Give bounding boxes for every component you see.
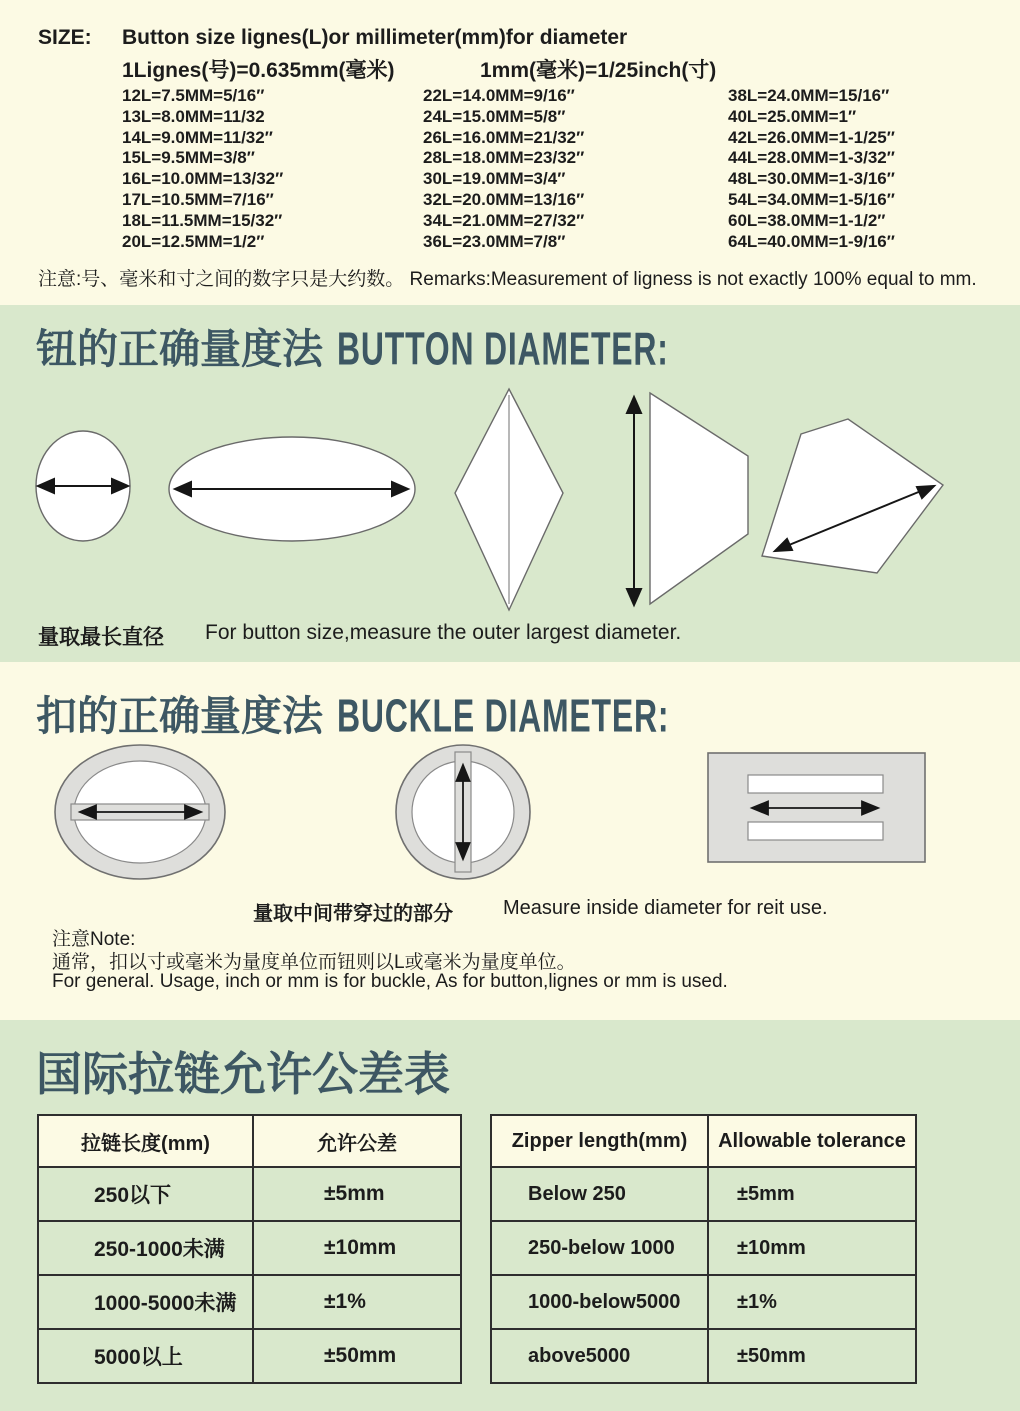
trapezoid-height-arrow: [627, 397, 641, 605]
note-cn: 通常，扣以寸或毫米为量度单位而钮则以L或毫米为量度单位。: [52, 952, 576, 973]
size-line: 44L=28.0MM=1-3/32″: [728, 148, 895, 168]
size-line: 15L=9.5MM=3/8″: [122, 148, 255, 168]
button-shapes-diagram: [0, 383, 1020, 618]
size-line: 54L=34.0MM=1-5/16″: [728, 189, 895, 209]
tolerance-cell: ±1%: [253, 1275, 461, 1329]
table-row: [491, 1221, 916, 1275]
buckle-shapes-diagram: [0, 740, 1020, 890]
size-label: SIZE:: [38, 26, 92, 49]
table-row: [38, 1329, 461, 1383]
buckle-heading-en: BUCKLE DIAMETER:: [337, 690, 670, 742]
buckle-heading-cn: 扣的正确量度法: [36, 693, 323, 739]
size-line: 60L=38.0MM=1-1/2″: [728, 210, 886, 230]
zipper-length-cell: Below 250: [491, 1167, 708, 1221]
tolerance-cell: ±1%: [708, 1275, 916, 1329]
tolerance-table-cn: [37, 1114, 462, 1384]
size-line: 40L=25.0MM=1″: [728, 106, 857, 126]
size-line: 48L=30.0MM=1-3/16″: [728, 169, 895, 189]
zipper-length-cell: 1000-below5000: [491, 1275, 708, 1329]
tolerance-cell: ±50mm: [253, 1329, 461, 1383]
zipper-length-cell: 1000-5000未满: [38, 1275, 253, 1329]
lignes-formula: 1Lignes(号)=0.635mm(毫米): [122, 59, 395, 82]
table-header-row: [491, 1115, 916, 1167]
mm-inch-formula: 1mm(毫米)=1/25inch(寸): [480, 59, 717, 82]
buckle-diameter-heading: [36, 683, 763, 742]
button-caption-cn: 量取最长直径: [38, 626, 164, 649]
size-line: 18L=11.5MM=15/32″: [122, 210, 283, 230]
trapezoid-button-shape: [650, 393, 748, 604]
table-row: [38, 1221, 461, 1275]
tolerance-cell: ±10mm: [253, 1221, 461, 1275]
note-title: 注意Note:: [52, 929, 136, 950]
table-row: [491, 1275, 916, 1329]
tolerance-heading: 国际拉链允许公差表: [36, 1048, 450, 1100]
size-line: 28L=18.0MM=23/32″: [423, 148, 585, 168]
table-row: [38, 1275, 461, 1329]
tolerance-cell: ±50mm: [708, 1329, 916, 1383]
size-conversion-column-1: [122, 86, 283, 252]
size-line: 32L=20.0MM=13/16″: [423, 189, 585, 209]
zipper-length-cell: 250-below 1000: [491, 1221, 708, 1275]
size-line: 30L=19.0MM=3/4″: [423, 169, 566, 189]
button-heading-cn: 钮的正确量度法: [36, 326, 323, 372]
header-cell: Allowable tolerance: [708, 1115, 916, 1167]
size-line: 13L=8.0MM=11/32: [122, 106, 265, 126]
note-en: For general. Usage, inch or mm is for buckle, As for button,lignes or mm is used.: [52, 971, 728, 992]
size-title: Button size lignes(L)or millimeter(mm)for diameter: [122, 26, 628, 49]
table-row: [38, 1167, 461, 1221]
size-line: 26L=16.0MM=21/32″: [423, 127, 585, 147]
table-header-row: [38, 1115, 461, 1167]
size-line: 20L=12.5MM=1/2″: [122, 231, 265, 251]
size-line: 24L=15.0MM=5/8″: [423, 106, 566, 126]
tolerance-cell: ±10mm: [708, 1221, 916, 1275]
size-line: 64L=40.0MM=1-9/16″: [728, 231, 895, 251]
zipper-length-cell: 250-1000未满: [38, 1221, 253, 1275]
table-row: [491, 1329, 916, 1383]
size-line: 17L=10.5MM=7/16″: [122, 189, 274, 209]
size-conversion-column-3: [728, 86, 895, 252]
header-cell: 允许公差: [253, 1115, 461, 1167]
buckle-caption-en: Measure inside diameter for reit use.: [503, 897, 828, 919]
size-line: 36L=23.0MM=7/8″: [423, 231, 566, 251]
button-caption-en: For button size,measure the outer largest diameter.: [205, 621, 682, 644]
header-cell: 拉链长度(mm): [38, 1115, 253, 1167]
size-conversion-column-2: [423, 86, 584, 252]
size-line: 22L=14.0MM=9/16″: [423, 86, 575, 105]
size-line: 12L=7.5MM=5/16″: [122, 86, 265, 105]
tolerance-cell: ±5mm: [708, 1167, 916, 1221]
buckle-caption-cn: 量取中间带穿过的部分: [253, 903, 453, 925]
tolerance-cell: ±5mm: [253, 1167, 461, 1221]
size-line: 38L=24.0MM=15/16″: [728, 86, 890, 105]
header-cell: Zipper length(mm): [491, 1115, 708, 1167]
table-row: [491, 1167, 916, 1221]
size-line: 42L=26.0MM=1-1/25″: [728, 127, 895, 147]
remarks-text: 注意:号、毫米和寸之间的数字只是大约数。 Remarks:Measurement of ligness is not exactly 100% equal to mm.: [38, 269, 977, 290]
round-buckle-shape: [396, 745, 530, 879]
zipper-length-cell: above5000: [491, 1329, 708, 1383]
button-heading-en: BUTTON DIAMETER:: [337, 323, 669, 375]
zipper-length-cell: 250以下: [38, 1167, 253, 1221]
size-line: 16L=10.0MM=13/32″: [122, 169, 284, 189]
button-diameter-heading: [36, 316, 762, 375]
tolerance-table-en: [490, 1114, 917, 1384]
zipper-length-cell: 5000以上: [38, 1329, 253, 1383]
size-line: 14L=9.0MM=11/32″: [122, 127, 273, 147]
size-line: 34L=21.0MM=27/32″: [423, 210, 585, 230]
oval-buckle-shape: [55, 745, 225, 879]
rect-buckle-shape: [708, 753, 925, 862]
